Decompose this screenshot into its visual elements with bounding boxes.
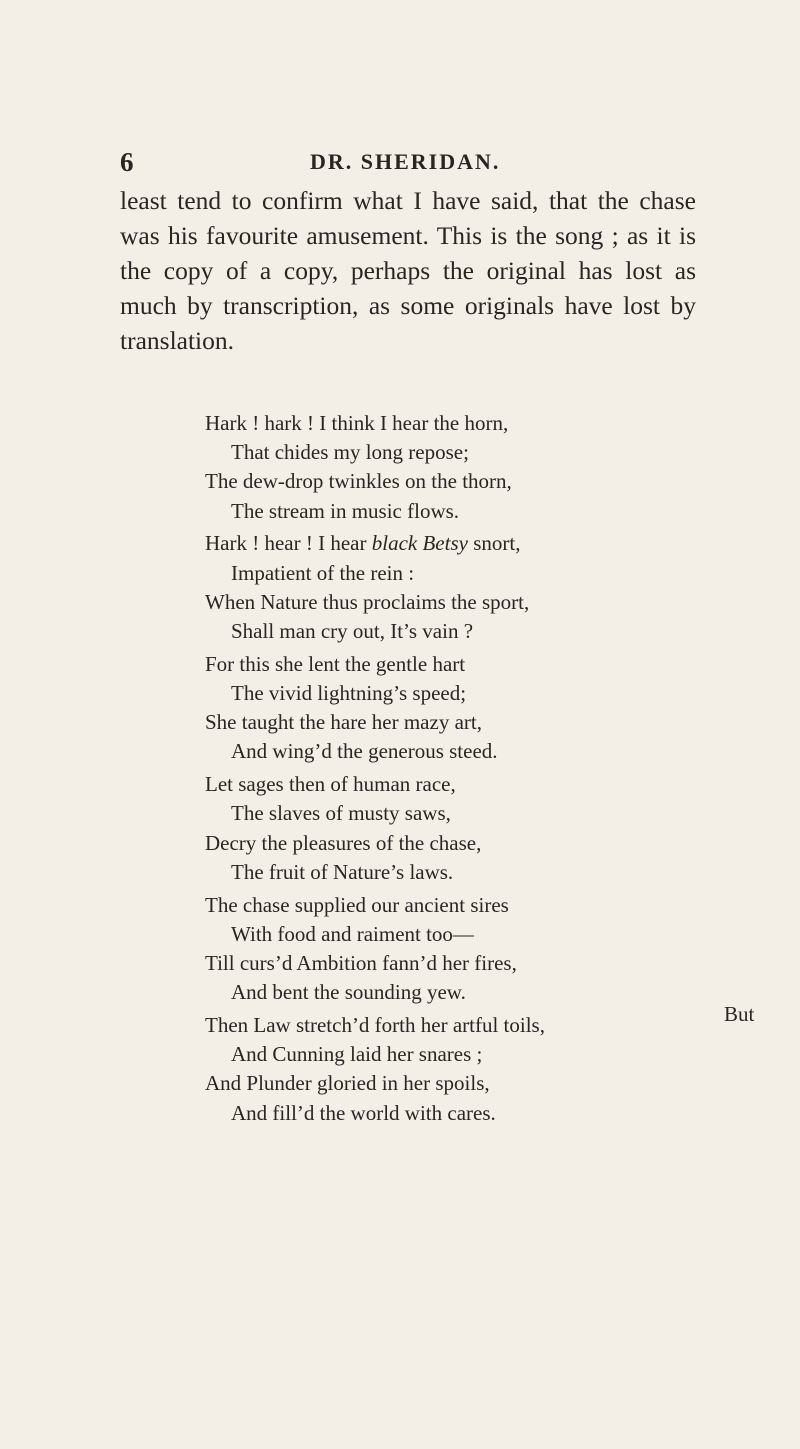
poem-line: The fruit of Nature’s laws. <box>231 859 454 884</box>
running-head: DR. SHERIDAN. <box>310 149 501 174</box>
page-header <box>120 147 680 181</box>
poem-line: Shall man cry out, It’s vain ? <box>231 619 474 644</box>
poem-line: And Cunning laid her snares ; <box>231 1042 483 1067</box>
prose-text <box>120 183 696 358</box>
stanza-5 <box>205 891 765 1008</box>
poem-line: And Plunder gloried in her spoils, <box>205 1071 490 1096</box>
poem <box>205 409 765 1131</box>
poem-line: She taught the hare her mazy art, <box>205 710 482 735</box>
stanza-1 <box>205 409 765 526</box>
poem-line: The dew-drop twinkles on the thorn, <box>205 469 512 494</box>
poem-line: The chase supplied our ancient sires <box>205 892 509 917</box>
italic-name: black Betsy <box>371 531 468 556</box>
poem-line-start: Hark ! hear ! I hear <box>205 531 372 556</box>
stanza-6 <box>205 1011 765 1128</box>
prose-paragraph: least tend to confirm what I have said, that the chase was his favourite amusement. This is the song ; as it is the copy of a copy, perhaps the original has lost as much by transcription, as some originals have lost by translation. <box>120 186 696 355</box>
poem-line: And wing’d the generous steed. <box>231 739 498 764</box>
poem-line: Impatient of the rein : <box>231 560 415 585</box>
stanza-3 <box>205 650 765 767</box>
poem-line: Then Law stretch’d forth her artful toils, <box>205 1013 545 1038</box>
poem-line: And bent the sounding yew. <box>231 980 466 1005</box>
poem-line: The stream in music flows. <box>231 498 460 523</box>
poem-line: With food and raiment too— <box>231 921 474 946</box>
poem-line: That chides my long repose; <box>231 440 469 465</box>
page-number: 6 <box>120 147 134 177</box>
poem-line: Decry the pleasures of the chase, <box>205 830 482 855</box>
stanza-4 <box>205 770 765 887</box>
poem-line: Hark ! hark ! I think I hear the horn, <box>205 411 509 435</box>
poem-line: When Nature thus proclaims the sport, <box>205 589 530 614</box>
poem-line-with-italic <box>205 529 765 558</box>
poem-line: Let sages then of human race, <box>205 772 456 797</box>
stanza-2 <box>205 529 765 646</box>
catchword: But <box>724 1002 755 1026</box>
poem-line: For this she lent the gentle hart <box>205 651 466 676</box>
poem-line: Till curs’d Ambition fann’d her fires, <box>205 951 517 976</box>
poem-line: The slaves of musty saws, <box>231 801 451 826</box>
poem-line: The vivid lightning’s speed; <box>231 681 467 706</box>
poem-line: And fill’d the world with cares. <box>231 1100 496 1125</box>
poem-line-end: snort, <box>467 531 521 556</box>
